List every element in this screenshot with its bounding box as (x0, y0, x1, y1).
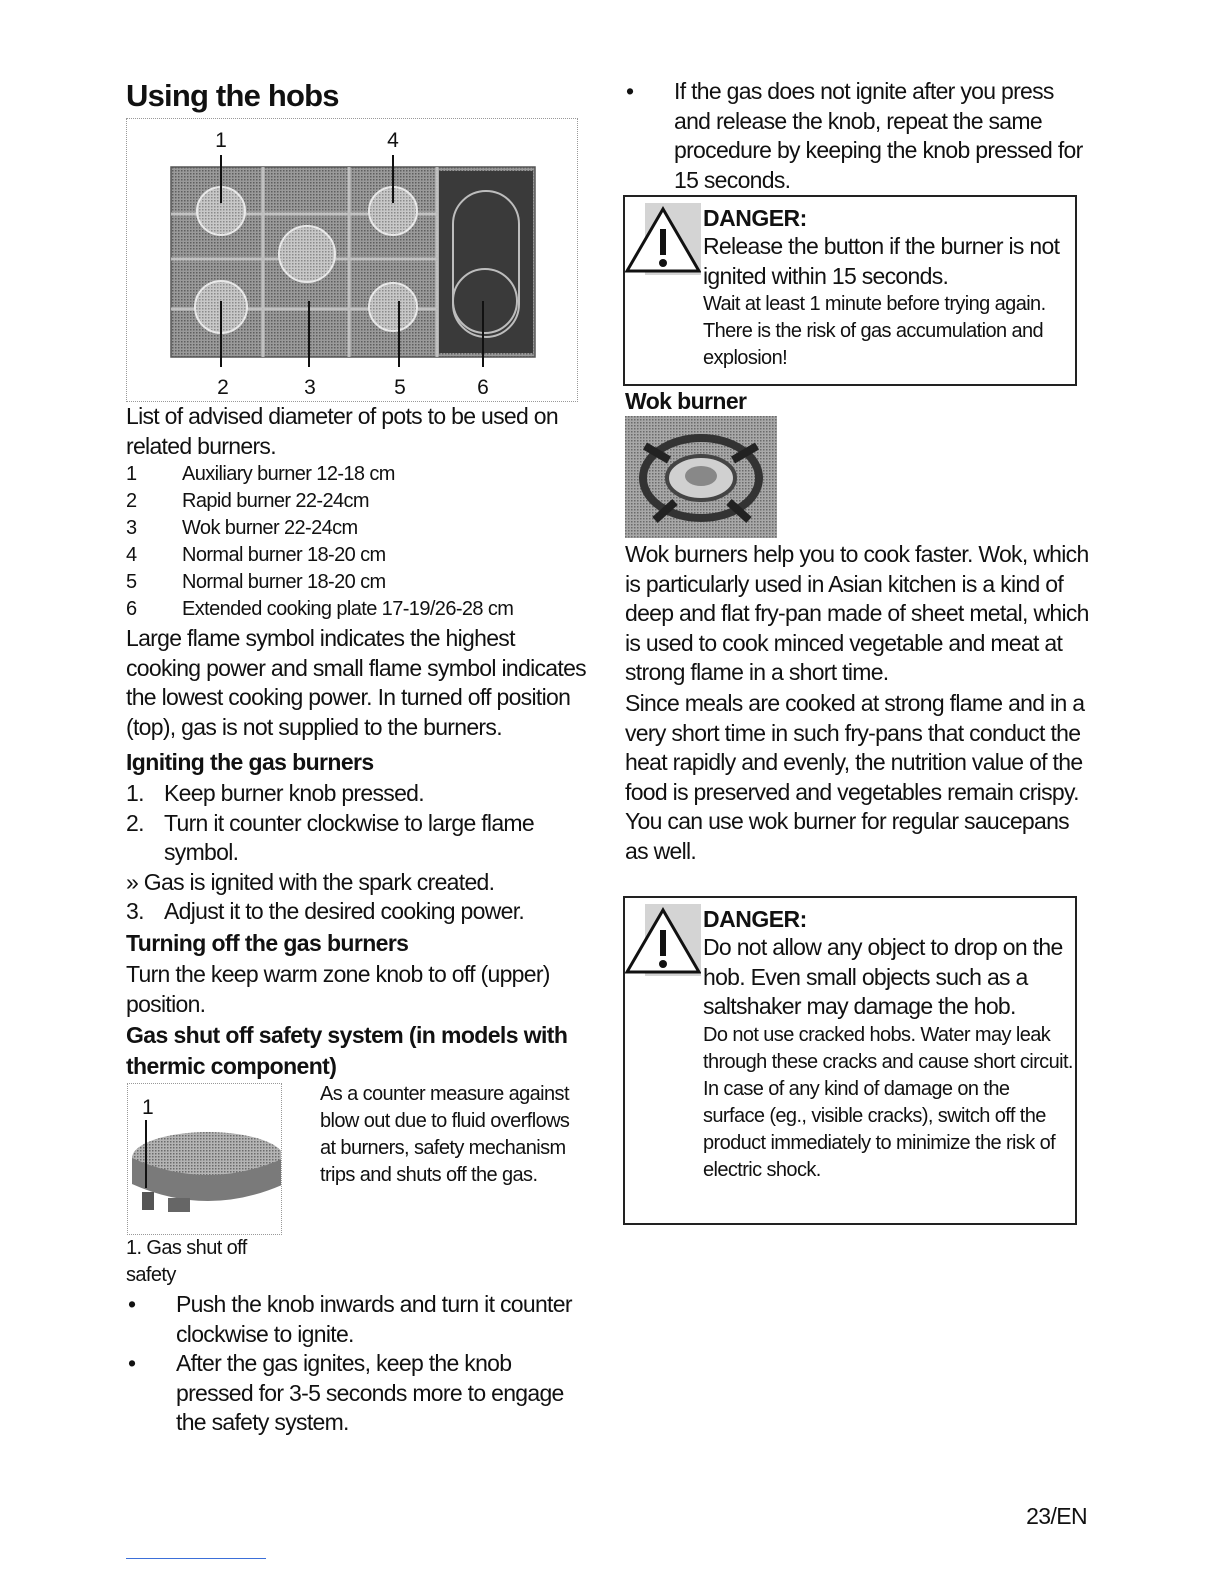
warning-triangle-icon (625, 203, 701, 275)
retry-bullet (624, 77, 1084, 195)
danger-heading: DANGER: (703, 205, 807, 231)
igniting-steps (126, 779, 591, 927)
flame-note: Large flame symbol indicates the highest cooking power and small flame symbol indicates the lowest cooking power. In turned off position (top), gas is not supplied to the burners. (126, 625, 586, 740)
hob-diagram (126, 118, 578, 402)
list-item: 1 Auxiliary burner 12-18 cm (126, 463, 395, 485)
thermic-callout-1: 1 (142, 1096, 154, 1119)
list-item: 4 Normal burner 18-20 cm (126, 544, 386, 566)
danger-note: Wait at least 1 minute before trying again. There is the risk of gas accumulation and explosion! (703, 293, 1046, 369)
list-item: • Push the knob inwards and turn it counter clockwise to ignite. (128, 1291, 572, 1347)
danger-box-ignition (623, 195, 1077, 386)
igniting-heading: Igniting the gas burners (126, 749, 374, 775)
page-title: Using the hobs (126, 78, 339, 113)
callout-4: 4 (387, 129, 399, 152)
thermic-sensor-illustration (128, 1084, 281, 1234)
step-2: 2. Turn it counter clockwise to large flame symbol. (126, 809, 534, 865)
pot-list-intro: List of advised diameter of pots to be used on related burners. (126, 403, 558, 459)
list-item: 5 Normal burner 18-20 cm (126, 571, 386, 593)
safety-description: As a counter measure against blow out due to fluid overflows at burners, safety mechanism trips and shuts off the gas. (320, 1083, 570, 1186)
warning-triangle-icon (625, 904, 701, 976)
danger-heading: DANGER: (703, 906, 807, 932)
thermic-figure (127, 1083, 282, 1235)
figure-caption: 1. Gas shut off safety (126, 1237, 247, 1286)
danger-main-text: Release the button if the burner is not ignited within 15 seconds. (703, 233, 1060, 289)
wok-heading: Wok burner (625, 388, 747, 414)
list-item: • After the gas ignites, keep the knob pressed for 3-5 seconds more to engage the safety system. (128, 1350, 564, 1435)
callout-6: 6 (477, 376, 489, 399)
step-1: 1. Keep burner knob pressed. (126, 780, 424, 806)
turning-off-heading: Turning off the gas burners (126, 930, 409, 956)
page-number: 23/EN (1026, 1503, 1087, 1529)
hob-illustration (127, 119, 577, 401)
danger-box-hob (623, 896, 1077, 1225)
turning-off-text: Turn the keep warm zone knob to off (upper) position. (126, 961, 550, 1017)
list-item: 2 Rapid burner 22-24cm (126, 490, 369, 512)
list-item: 6 Extended cooking plate 17-19/26-28 cm (126, 598, 514, 620)
callout-2: 2 (217, 376, 229, 399)
pot-size-list (126, 461, 586, 623)
wok-paragraph-1: Wok burners help you to cook faster. Wok, which is particularly used in Asian kitchen is a kind of deep and flat fry-pan made of sheet metal, which is used to cook minced vegetable and meat at strong flame in a short time. (625, 541, 1089, 685)
callout-3: 3 (304, 376, 316, 399)
danger-main-text: Do not allow any object to drop on the hob. Even small objects such as a saltshaker may damage the hob. (703, 934, 1063, 1019)
footer-rule (126, 1558, 266, 1559)
list-item: • If the gas does not ignite after you press and release the knob, repeat the same procedure by keeping the knob pressed for 15 seconds. (626, 78, 1083, 193)
step-result: » Gas is ignited with the spark created. (126, 868, 495, 895)
safety-bullets (126, 1290, 591, 1438)
wok-paragraph-2: Since meals are cooked at strong flame and in a very short time in such fry-pans that conduct the heat rapidly and evenly, the nutrition value of the food is preserved and vegetables remain crispy. You can use wok burner for regular saucepans as well. (625, 690, 1085, 864)
danger-note: Do not use cracked hobs. Water may leak through these cracks and cause short circuit. (703, 1023, 1073, 1073)
callout-5: 5 (394, 376, 406, 399)
list-item: 3 Wok burner 22-24cm (126, 517, 358, 539)
danger-note: In case of any kind of damage on the surface (eg., visible cracks), switch off the product immediately to minimize the risk of electric shock. (703, 1077, 1056, 1181)
step-3: 3. Adjust it to the desired cooking power. (126, 898, 525, 924)
safety-heading: Gas shut off safety system (in models with thermic component) (126, 1022, 568, 1079)
wok-burner-photo (625, 416, 777, 538)
wok-burner-illustration (625, 416, 777, 538)
callout-1: 1 (215, 129, 227, 152)
